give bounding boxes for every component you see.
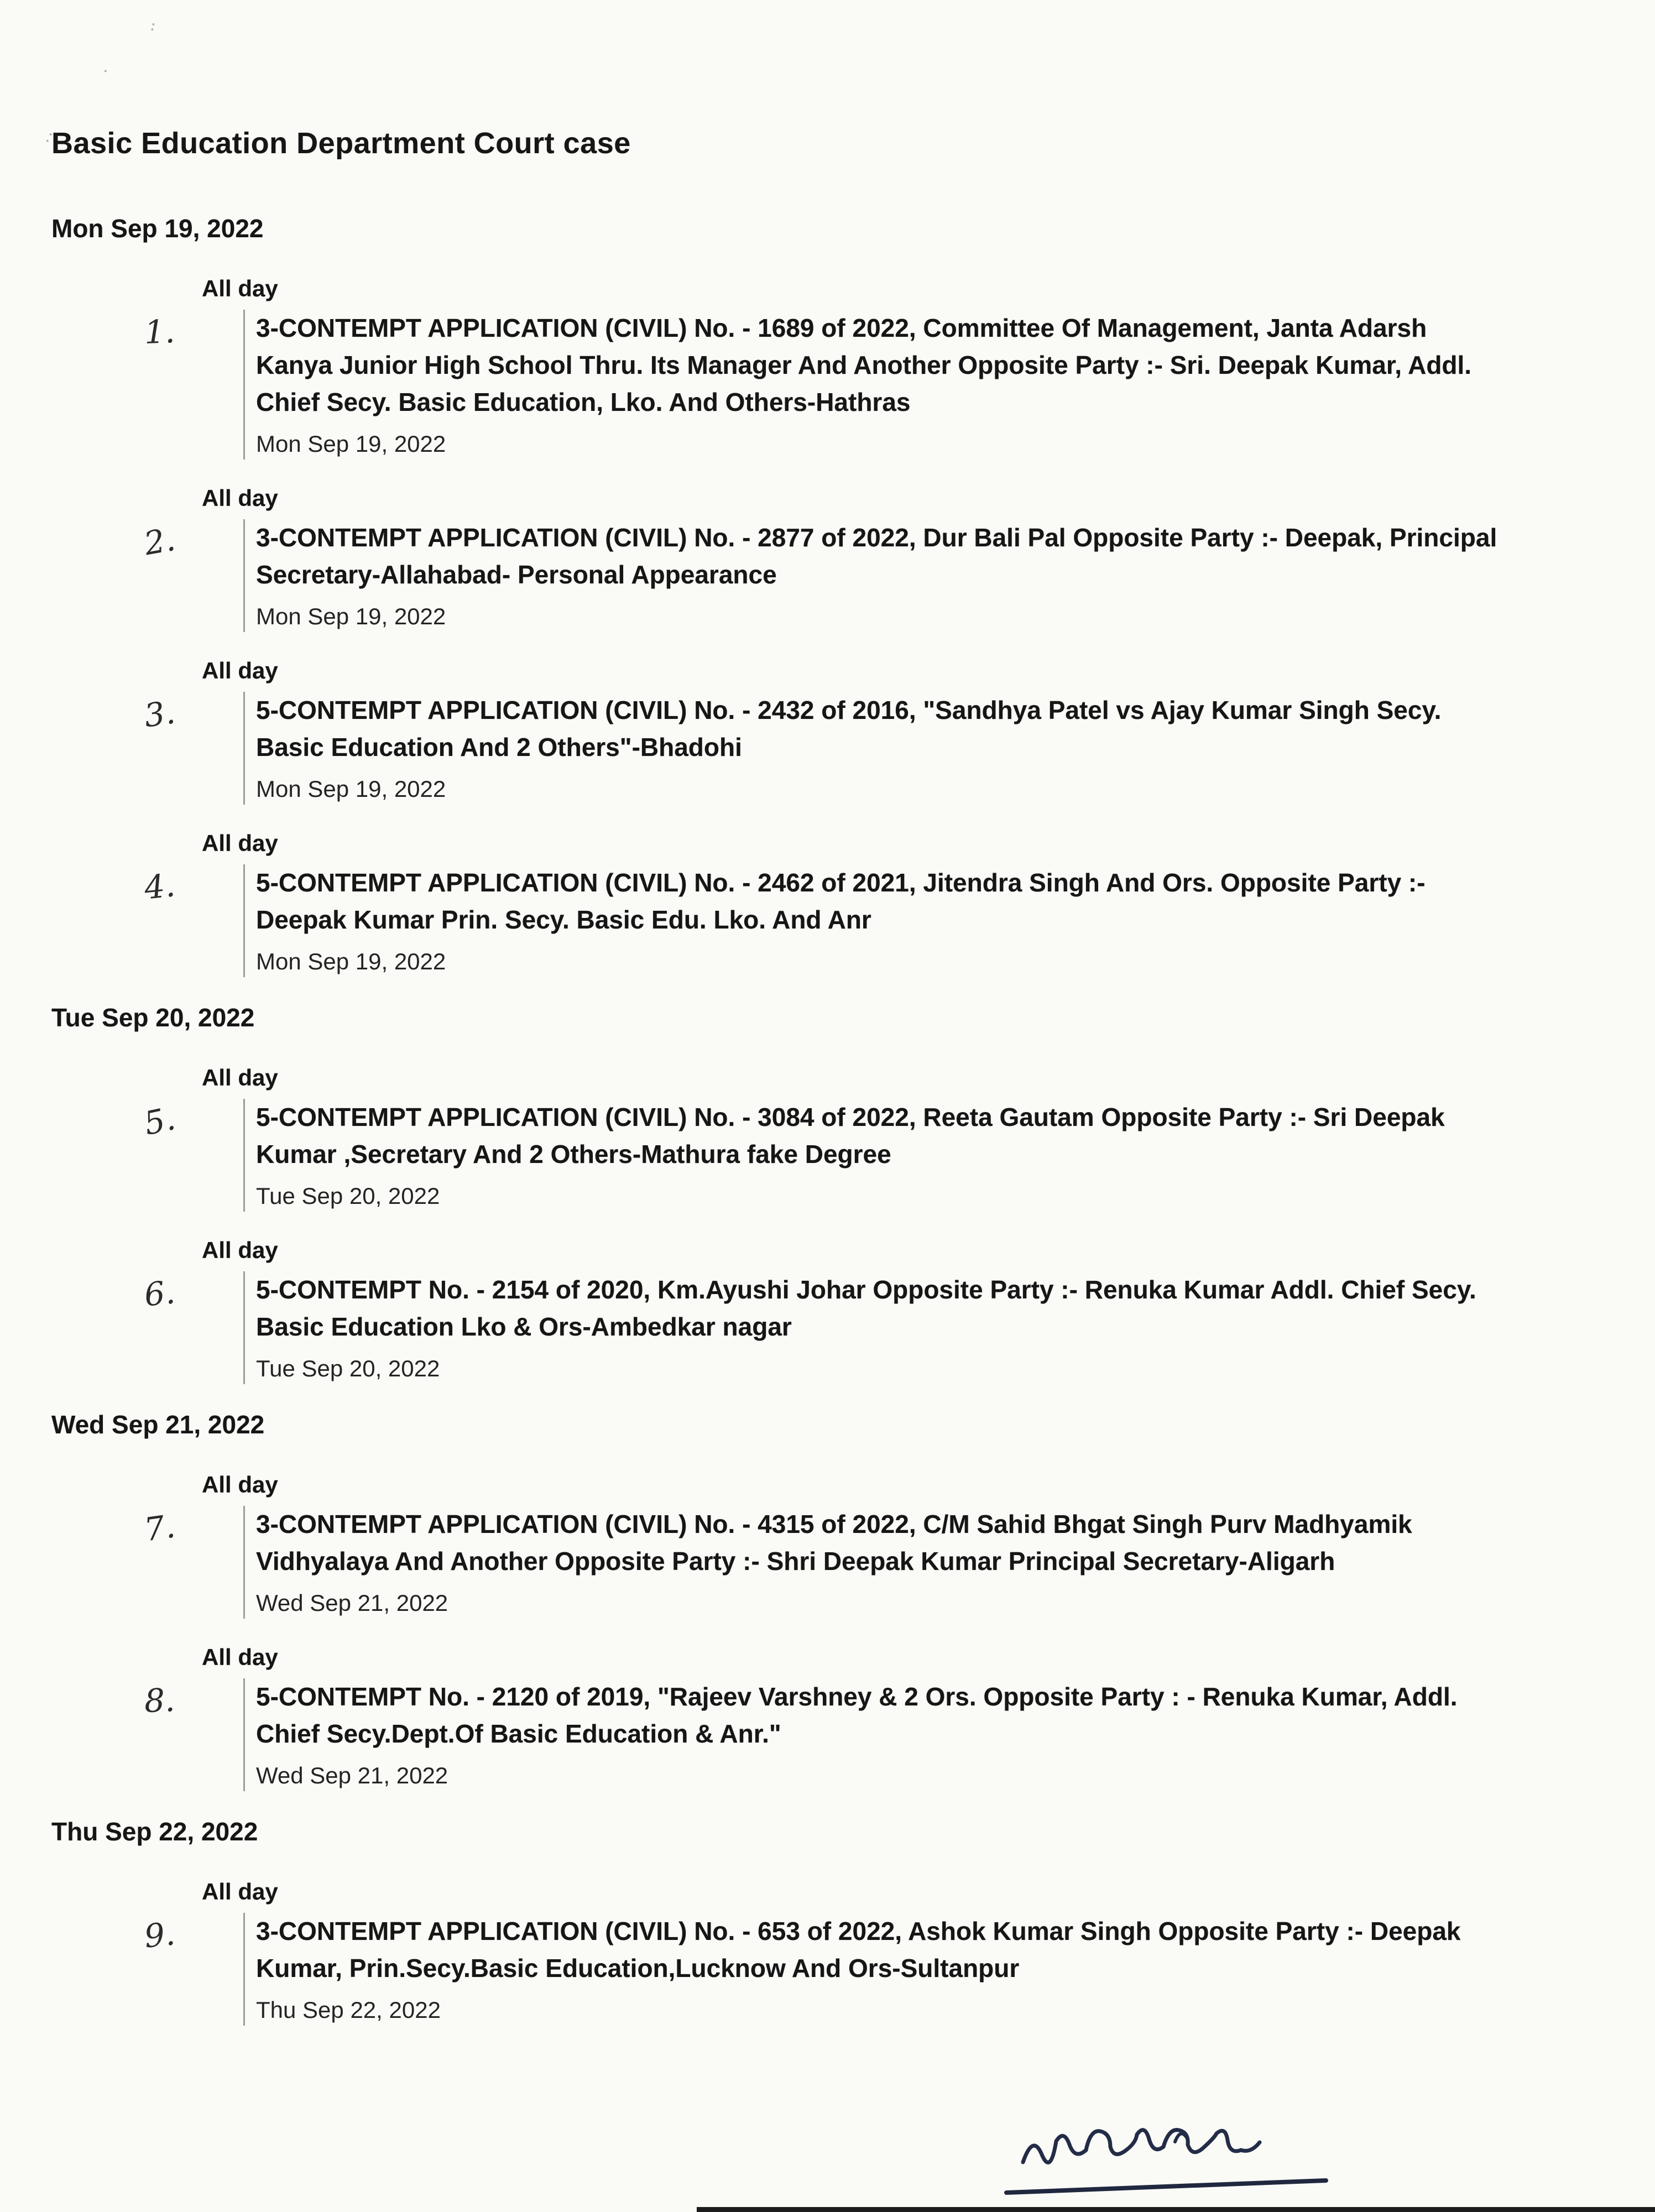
event-date: Wed Sep 21, 2022 xyxy=(256,1762,448,1788)
all-day-label: All day xyxy=(202,1065,278,1091)
days xyxy=(51,213,1622,2026)
entry-number-handwritten: 9. xyxy=(142,1914,177,1955)
day-header: Mon Sep 19, 2022 xyxy=(51,214,264,243)
event xyxy=(51,275,1622,460)
event-body xyxy=(51,1678,1622,1791)
event-list xyxy=(51,275,1622,977)
event-date: Tue Sep 20, 2022 xyxy=(256,1355,440,1381)
entry-number-handwritten: 2. xyxy=(141,520,178,563)
day-section xyxy=(51,1003,1622,1384)
event-body xyxy=(51,1913,1622,2026)
scan-artifact: .· xyxy=(40,124,57,147)
document-page xyxy=(51,126,1622,2051)
event xyxy=(51,658,1622,805)
all-day-label: All day xyxy=(202,1472,278,1498)
event xyxy=(51,1472,1622,1619)
all-day-label: All day xyxy=(202,830,278,856)
all-day-label: All day xyxy=(202,275,278,301)
event-list xyxy=(51,1065,1622,1384)
entry-number-handwritten: 3. xyxy=(142,693,177,735)
event-date: Mon Sep 19, 2022 xyxy=(256,431,446,457)
all-day-label: All day xyxy=(202,1879,278,1905)
event-title: 3-CONTEMPT APPLICATION (CIVIL) No. - 2877 of 2022, Dur Bali Pal Opposite Party :- Deepak, Principal Secretary-Allahabad- Personal Appearance xyxy=(256,523,1497,589)
event-date: Wed Sep 21, 2022 xyxy=(256,1590,448,1616)
all-day-label: All day xyxy=(202,485,278,511)
entry-number-handwritten: 6. xyxy=(142,1273,177,1314)
event-body xyxy=(51,1271,1622,1384)
scan-artifact: · xyxy=(103,62,108,81)
event-body xyxy=(51,1099,1622,1212)
event xyxy=(51,1237,1622,1384)
event-body xyxy=(51,864,1622,977)
event-title: 5-CONTEMPT APPLICATION (CIVIL) No. - 2432 of 2016, "Sandhya Patel vs Ajay Kumar Singh Secy. Basic Education And 2 Others"-Bhadohi xyxy=(256,696,1442,761)
day-header: Thu Sep 22, 2022 xyxy=(51,1817,258,1846)
day-header: Tue Sep 20, 2022 xyxy=(51,1003,255,1032)
event-body xyxy=(51,310,1622,460)
event-body xyxy=(51,519,1622,632)
event xyxy=(51,485,1622,632)
event-title: 3-CONTEMPT APPLICATION (CIVIL) No. - 4315 of 2022, C/M Sahid Bhgat Singh Purv Madhyamik Vidhyalaya And Another Opposite Party :- Shri Deepak Kumar Principal Secretary-Aligarh xyxy=(256,1510,1412,1575)
day-section xyxy=(51,213,1622,977)
entry-number-handwritten: 7. xyxy=(142,1507,177,1549)
day-section xyxy=(51,1817,1622,2026)
event-title: 5-CONTEMPT APPLICATION (CIVIL) No. - 2462 of 2021, Jitendra Singh And Ors. Opposite Party :- Deepak Kumar Prin. Secy. Basic Edu. Lko. And Anr xyxy=(256,868,1426,934)
signature xyxy=(990,2110,1344,2209)
scan-edge xyxy=(697,2207,1655,2212)
event-date: Mon Sep 19, 2022 xyxy=(256,948,446,974)
all-day-label: All day xyxy=(202,1644,278,1670)
event-date: Mon Sep 19, 2022 xyxy=(256,603,446,629)
event xyxy=(51,1644,1622,1791)
entry xyxy=(243,1506,1500,1619)
event-title: 5-CONTEMPT APPLICATION (CIVIL) No. - 3084 of 2022, Reeta Gautam Opposite Party :- Sri Deepak Kumar ,Secretary And 2 Others-Mathura fake Degree xyxy=(256,1103,1445,1168)
event-list xyxy=(51,1472,1622,1791)
event-date: Tue Sep 20, 2022 xyxy=(256,1183,440,1209)
event xyxy=(51,1065,1622,1212)
day-header: Wed Sep 21, 2022 xyxy=(51,1410,265,1439)
event-date: Thu Sep 22, 2022 xyxy=(256,1997,441,2023)
event xyxy=(51,1879,1622,2026)
entry xyxy=(243,1913,1500,2026)
page-title: Basic Education Department Court case xyxy=(51,127,631,160)
all-day-label: All day xyxy=(202,658,278,684)
day-section xyxy=(51,1410,1622,1791)
event-title: 3-CONTEMPT APPLICATION (CIVIL) No. - 1689 of 2022, Committee Of Management, Janta Adarsh Kanya Junior High School Thru. Its Manager And Another Opposite Party :- Sri. Deepak Kumar, Addl. Chief Secy. Basic Education, Lko. And Others-Hathras xyxy=(256,314,1472,416)
event-title: 5-CONTEMPT No. - 2120 of 2019, "Rajeev Varshney & 2 Ors. Opposite Party : - Renuka Kumar, Addl. Chief Secy.Dept.Of Basic Education & Anr." xyxy=(256,1682,1458,1748)
event-title: 5-CONTEMPT No. - 2154 of 2020, Km.Ayushi Johar Opposite Party :- Renuka Kumar Addl. Chief Secy. Basic Education Lko & Ors-Ambedkar nagar xyxy=(256,1275,1476,1341)
entry xyxy=(243,1271,1500,1384)
entry xyxy=(243,310,1500,460)
entry-number-handwritten: 5. xyxy=(140,1099,179,1143)
signature-icon xyxy=(990,2110,1344,2209)
event-body xyxy=(51,692,1622,805)
entry xyxy=(243,1099,1500,1212)
event-title: 3-CONTEMPT APPLICATION (CIVIL) No. - 653 of 2022, Ashok Kumar Singh Opposite Party :- Deepak Kumar, Prin.Secy.Basic Education,Lucknow And Ors-Sultanpur xyxy=(256,1917,1461,1983)
all-day-label: All day xyxy=(202,1237,278,1263)
entry xyxy=(243,692,1500,805)
scan-artifact: : xyxy=(148,15,158,35)
event-date: Mon Sep 19, 2022 xyxy=(256,776,446,802)
entry xyxy=(243,519,1500,632)
event xyxy=(51,830,1622,977)
entry-number-handwritten: 4. xyxy=(142,866,177,907)
entry xyxy=(243,864,1500,977)
entry-number-handwritten: 1. xyxy=(143,312,176,351)
entry xyxy=(243,1678,1500,1791)
entry-number-handwritten: 8. xyxy=(143,1681,176,1720)
event-body xyxy=(51,1506,1622,1619)
event-list xyxy=(51,1879,1622,2026)
